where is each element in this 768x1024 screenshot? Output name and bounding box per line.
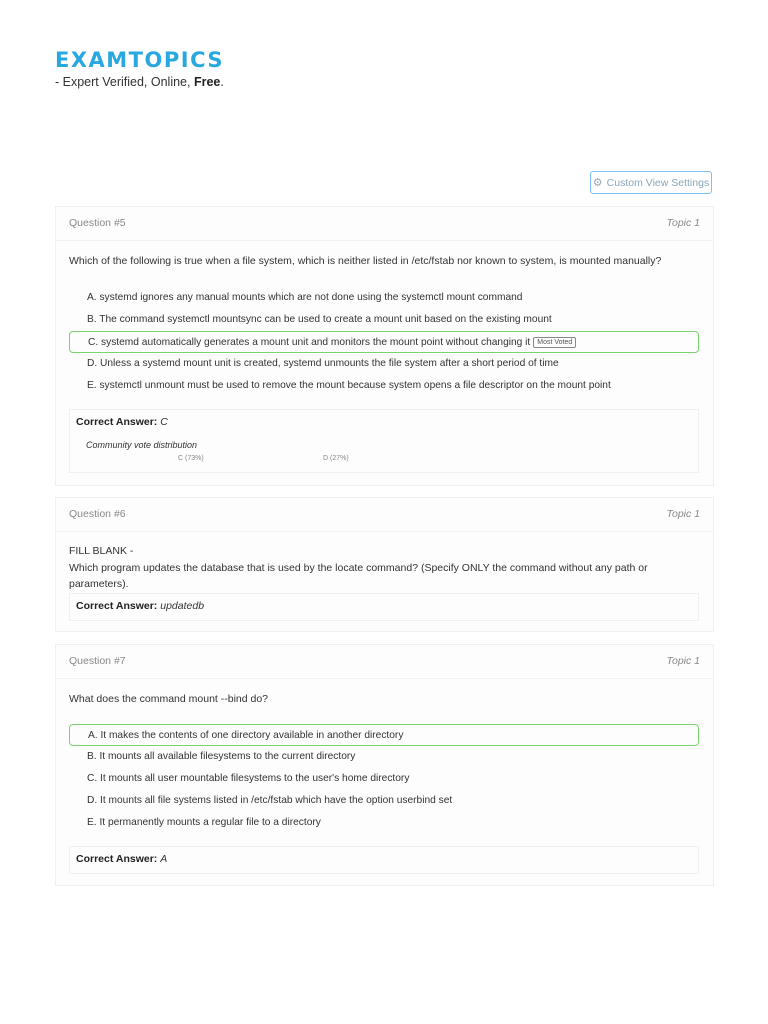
correct-answer [76,416,168,428]
answer-box [69,846,699,874]
choice-c-text: C. systemd automatically generates a mount unit and monitors the mount point without changing it [88,337,531,348]
tagline-suffix: . [220,75,224,89]
correct-answer-value: A [160,853,168,865]
tagline-free: Free [193,75,221,89]
question-number: Question #5 [69,217,126,229]
question-card-5 [55,206,714,486]
choice-c[interactable]: C. It mounts all user mountable filesystems to the user's home directory [87,773,410,784]
tagline [55,75,224,89]
vote-c-label: C (73%) [178,455,204,462]
gear-icon: ⚙ [592,177,603,189]
correct-answer-label: Correct Answer: [76,416,158,428]
question-topic: Topic 1 [666,217,700,229]
correct-answer [76,853,167,865]
custom-view-settings-label: Custom View Settings [606,176,710,189]
question-card-6 [55,497,714,632]
correct-answer [76,600,204,612]
vote-distribution-title: Community vote distribution [86,440,198,450]
question-topic: Topic 1 [666,655,700,667]
logo-text: EXAMTOPICS [55,48,224,72]
custom-view-settings-button[interactable] [590,171,712,194]
question-heading: FILL BLANK - [69,545,134,557]
choice-a[interactable]: A. It makes the contents of one directory available in another directory [69,724,699,746]
vote-d-label: D (27%) [323,455,349,462]
tagline-prefix: - Expert Verified, Online, [55,75,194,89]
question-header [56,498,713,532]
choice-e[interactable]: E. It permanently mounts a regular file to a directory [87,817,321,828]
question-text: Which program updates the database that is used by the locate command? (Specify ONLY the command without any path or parameters). [69,562,648,590]
choice-e[interactable]: E. systemctl unmount must be used to remove the mount because system opens a file descriptor on the mount point [87,380,611,391]
question-header [56,207,713,241]
correct-answer-value: C [160,416,168,428]
choice-a[interactable]: A. systemd ignores any manual mounts which are not done using the systemctl mount command [87,292,523,303]
most-voted-badge: Most Voted [533,337,576,348]
choice-c[interactable] [69,331,699,353]
correct-answer-label: Correct Answer: [76,600,158,612]
answer-box [69,593,699,621]
question-number: Question #7 [69,655,126,667]
question-card-7 [55,644,714,886]
correct-answer-value: updatedb [160,600,205,612]
question-text: What does the command mount --bind do? [69,693,269,705]
question-topic: Topic 1 [666,508,700,520]
choice-d[interactable]: D. It mounts all file systems listed in /etc/fstab which have the option userbind set [87,795,453,806]
choice-b[interactable]: B. It mounts all available filesystems to the current directory [87,751,356,762]
examtopics-logo[interactable] [55,46,224,74]
question-text: Which of the following is true when a file system, which is neither listed in /etc/fstab nor known to system, is mounted manually? [69,255,662,267]
correct-answer-label: Correct Answer: [76,853,158,865]
choice-d[interactable]: D. Unless a systemd mount unit is created, systemd unmounts the file system after a short period of time [87,358,559,369]
question-header [56,645,713,679]
question-number: Question #6 [69,508,126,520]
answer-box [69,409,699,473]
choice-b[interactable]: B. The command systemctl mountsync can be used to create a mount unit based on the existing mount [87,314,552,325]
